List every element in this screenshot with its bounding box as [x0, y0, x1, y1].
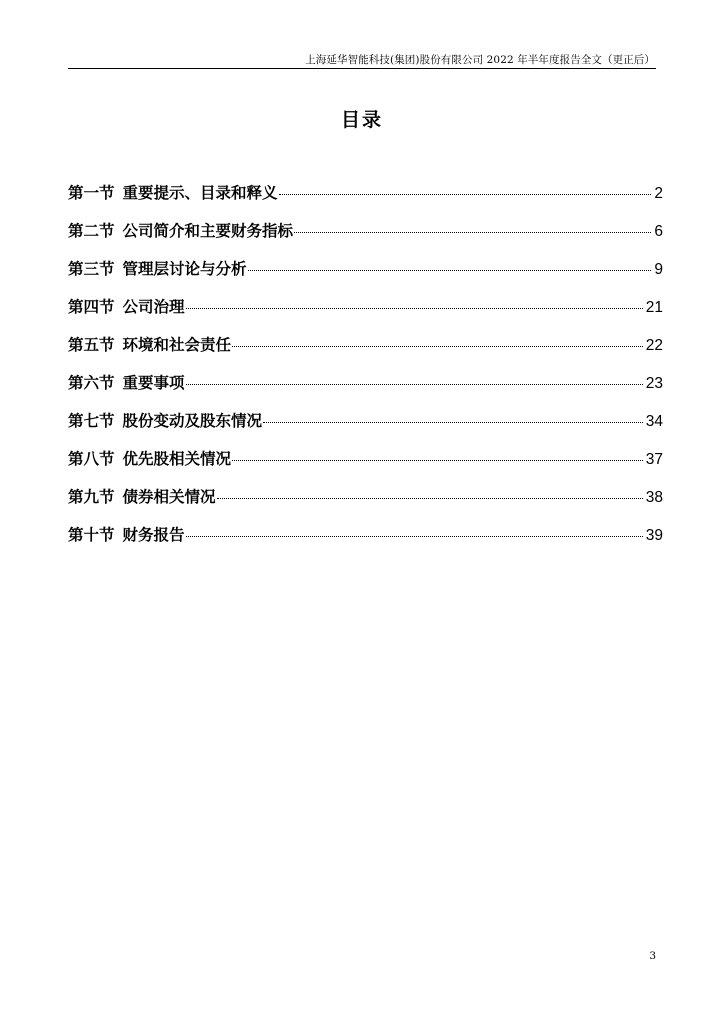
toc-section-title: 管理层讨论与分析 — [122, 260, 247, 278]
toc-heading: 目录 — [340, 109, 383, 131]
toc-entry-4[interactable] — [68, 295, 663, 333]
toc-section-label: 第六节 — [68, 374, 115, 392]
toc-section-title: 债券相关情况 — [122, 488, 216, 506]
toc-entry-8[interactable] — [68, 447, 663, 485]
toc-section-title: 重要事项 — [122, 374, 185, 392]
toc-entry-9[interactable] — [68, 485, 663, 523]
footer-page-number: 3 — [649, 950, 656, 962]
toc-section-label: 第三节 — [68, 260, 115, 278]
dot-leader — [248, 270, 652, 271]
dot-leader — [263, 422, 643, 423]
toc-section-title: 重要提示、目录和释义 — [122, 184, 278, 202]
toc-page-number: 39 — [645, 527, 663, 544]
dot-leader — [186, 384, 643, 385]
toc-entry-5[interactable] — [68, 333, 663, 371]
toc-page-number: 23 — [645, 375, 663, 392]
toc-page-number: 2 — [654, 185, 663, 202]
toc-entry-6[interactable] — [68, 371, 663, 409]
toc-section-label: 第十节 — [68, 526, 115, 544]
toc-section-label: 第八节 — [68, 450, 115, 468]
toc-page-number: 9 — [654, 261, 663, 278]
dot-leader — [294, 232, 651, 233]
toc-section-title: 公司简介和主要财务指标 — [122, 222, 294, 240]
toc-page-number: 22 — [645, 337, 663, 354]
toc-section-label: 第二节 — [68, 222, 115, 240]
toc-section-label: 第五节 — [68, 336, 115, 354]
toc-entry-2[interactable] — [68, 219, 663, 257]
toc-section-title: 环境和社会责任 — [122, 336, 232, 354]
toc-page-number: 34 — [645, 413, 663, 430]
toc-page-number: 6 — [654, 223, 663, 240]
dot-leader — [186, 308, 643, 309]
toc-section-title: 财务报告 — [122, 526, 185, 544]
toc-page-number: 37 — [645, 451, 663, 468]
toc-entry-7[interactable] — [68, 409, 663, 447]
dot-leader — [217, 498, 643, 499]
toc-page-number: 21 — [645, 299, 663, 316]
dot-leader — [232, 460, 643, 461]
toc-section-title: 股份变动及股东情况 — [122, 412, 263, 430]
toc-section-label: 第七节 — [68, 412, 115, 430]
running-header: 上海延华智能科技(集团)股份有限公司 2022 年半年度报告全文（更正后） — [305, 54, 655, 66]
toc-entry-3[interactable] — [68, 257, 663, 295]
toc-section-label: 第四节 — [68, 298, 115, 316]
toc-section-label: 第九节 — [68, 488, 115, 506]
toc-entry-10[interactable] — [68, 523, 663, 561]
toc-section-label: 第一节 — [68, 184, 115, 202]
dot-leader — [232, 346, 643, 347]
table-of-contents — [68, 181, 663, 561]
toc-page-number: 38 — [645, 489, 663, 506]
dot-leader — [186, 536, 643, 537]
toc-entry-1[interactable] — [68, 181, 663, 219]
toc-section-title: 公司治理 — [122, 298, 185, 316]
dot-leader — [279, 194, 652, 195]
header-rule — [68, 68, 656, 69]
toc-section-title: 优先股相关情况 — [122, 450, 232, 468]
